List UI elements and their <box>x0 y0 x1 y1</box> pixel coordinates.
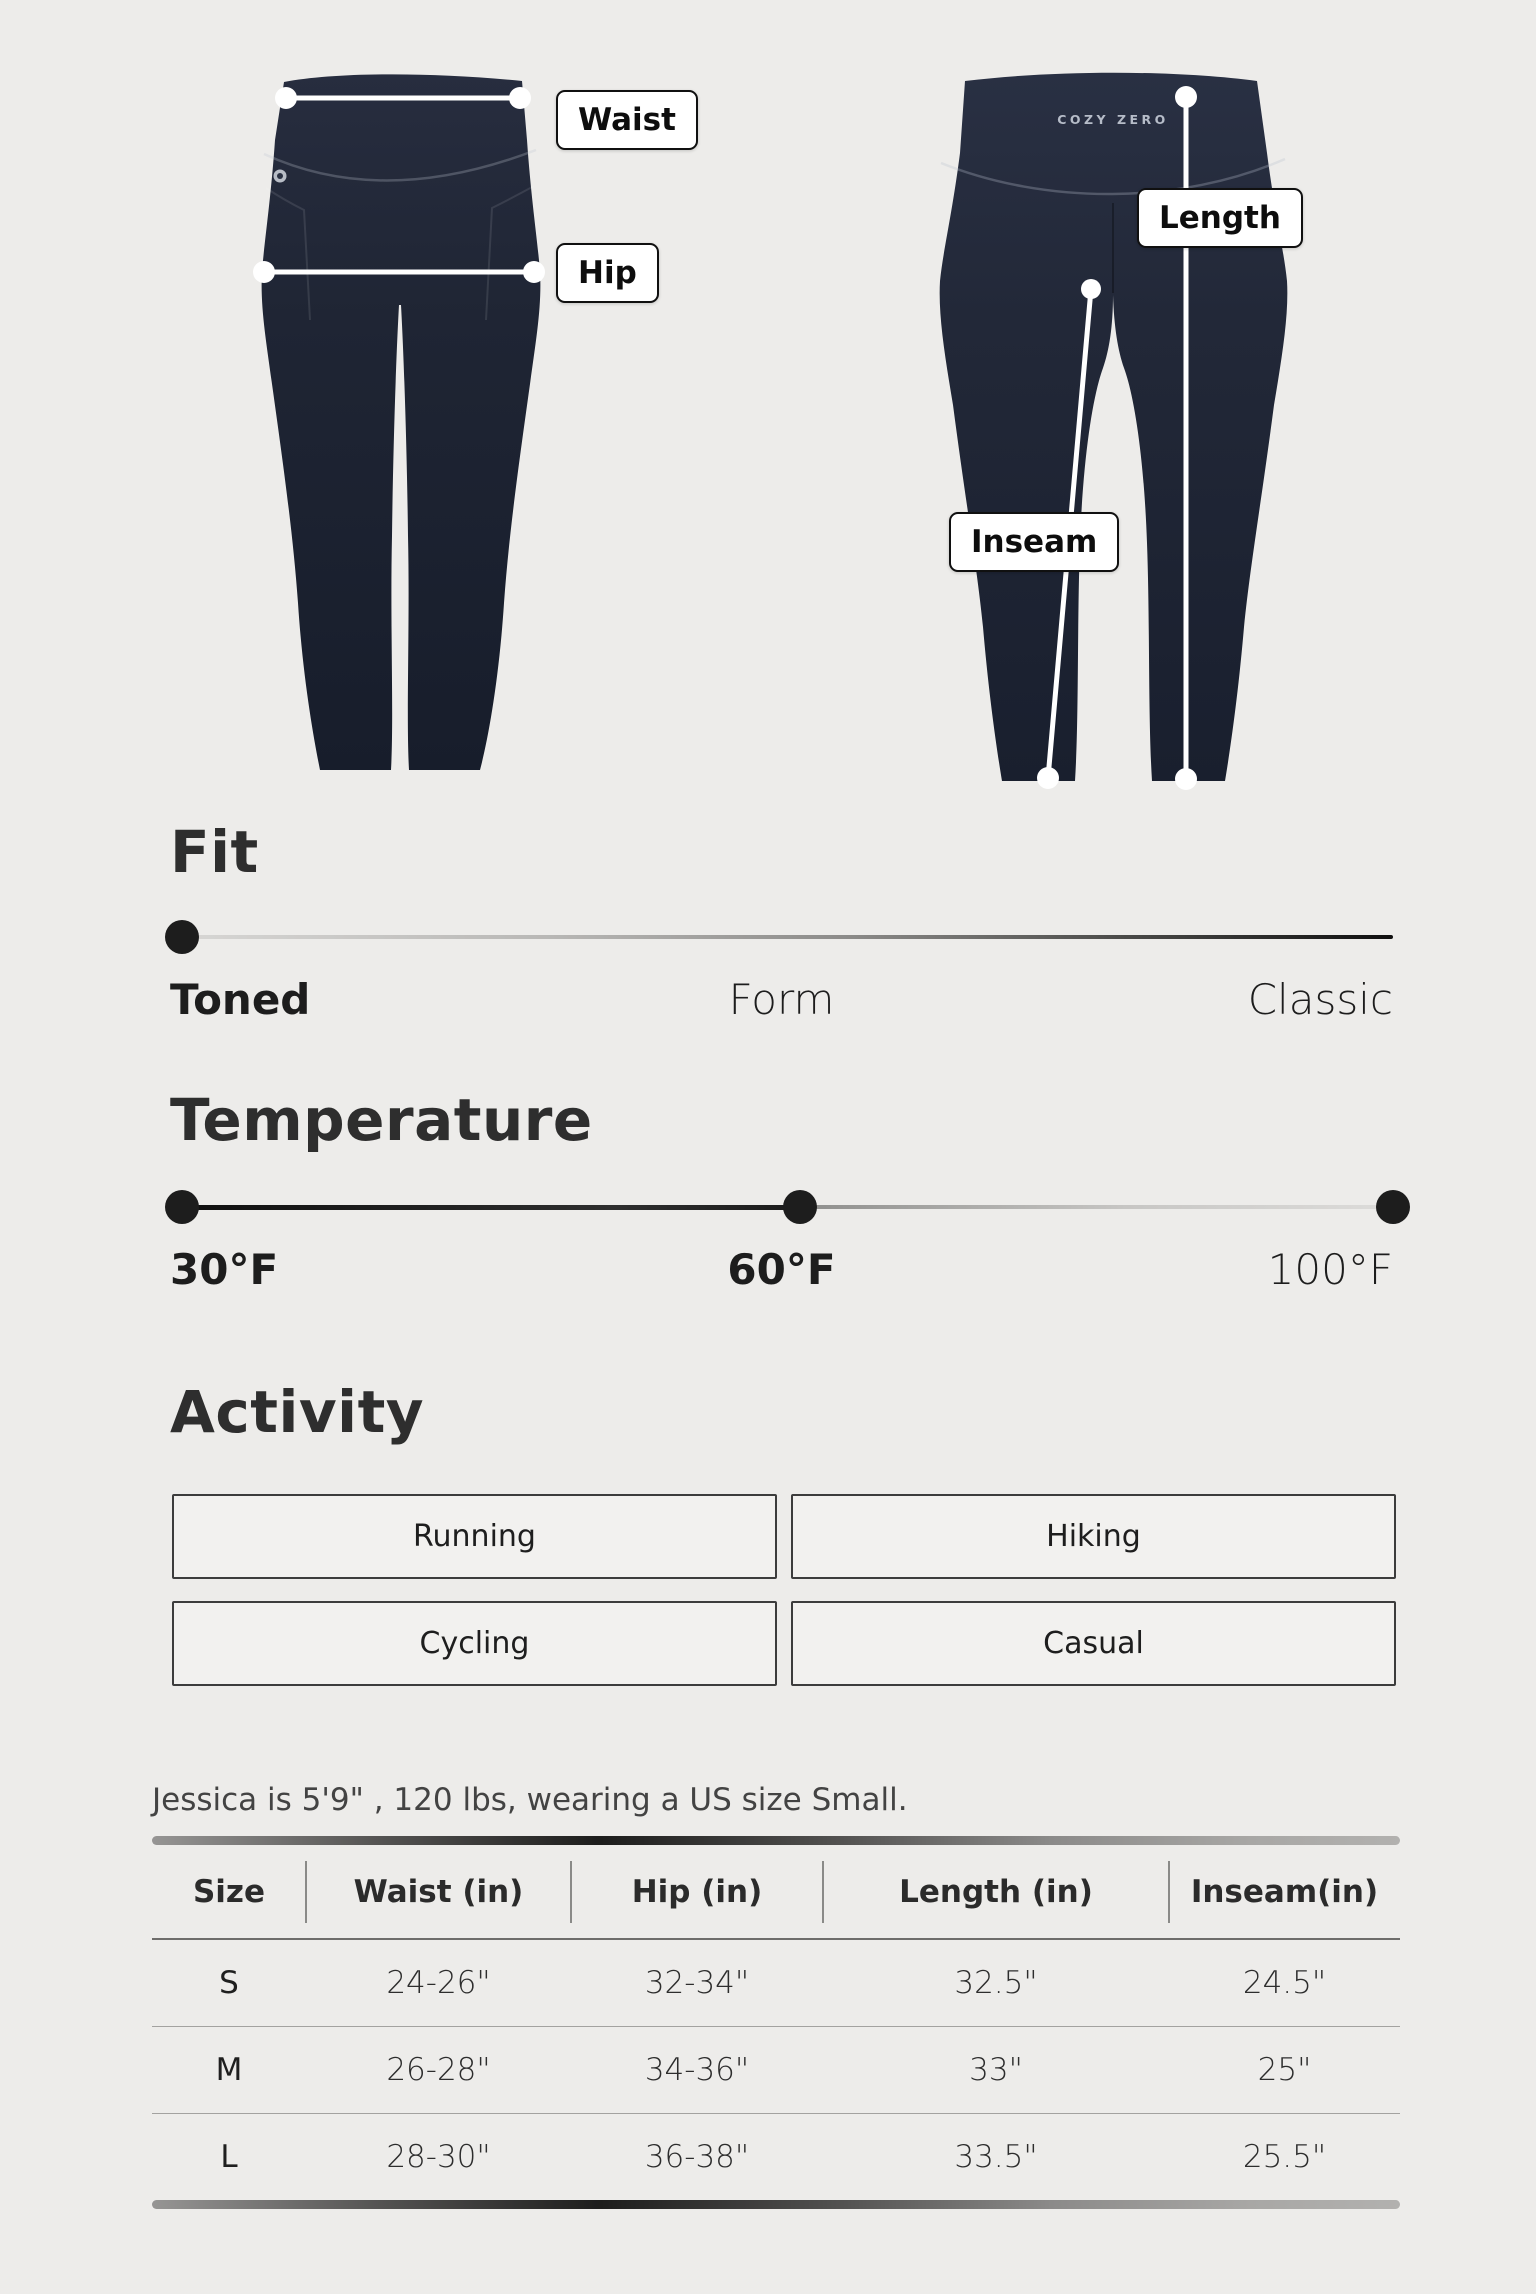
hip-dot-left <box>253 261 275 283</box>
cell-l-hip: 36-38" <box>644 2139 750 2175</box>
temperature-track-selected <box>182 1205 800 1210</box>
cell-l-waist: 28-30" <box>386 2139 491 2175</box>
size-table-header-row <box>152 1845 1400 1940</box>
cell-m-waist: 26-28" <box>386 2052 491 2088</box>
col-header-hip: Hip (in) <box>631 1873 763 1910</box>
temperature-section-title: Temperature <box>170 1086 593 1154</box>
temperature-ticks <box>170 1245 1393 1294</box>
temperature-track-rest <box>800 1205 1393 1209</box>
temperature-handle-30f[interactable] <box>165 1190 199 1224</box>
activity-section-title: Activity <box>170 1378 425 1446</box>
table-row-small <box>152 1940 1400 2027</box>
cell-m-inseam: 25" <box>1257 2052 1312 2088</box>
header-divider <box>570 1861 572 1923</box>
col-header-inseam: Inseam(in) <box>1190 1873 1379 1910</box>
measurement-diagram <box>0 0 1536 810</box>
size-chart-table <box>152 1845 1400 2200</box>
fit-section-title: Fit <box>170 818 259 886</box>
header-divider <box>305 1861 307 1923</box>
temperature-tick-30f: 30°F <box>170 1245 279 1294</box>
hip-label: Hip <box>556 243 659 303</box>
col-header-size: Size <box>192 1873 266 1910</box>
activity-button-cycling[interactable]: Cycling <box>172 1601 777 1686</box>
model-fit-note: Jessica is 5'9" , 120 lbs, wearing a US size Small. <box>152 1782 908 1818</box>
temperature-handle-100f[interactable] <box>1376 1190 1410 1224</box>
waist-dot-right <box>509 87 531 109</box>
cell-s-size: S <box>219 1965 239 2001</box>
fit-slider-handle[interactable] <box>165 920 199 954</box>
temperature-tick-60f: 60°F <box>727 1245 836 1294</box>
cell-m-length: 33" <box>969 2052 1023 2088</box>
length-dot-bottom <box>1175 768 1197 790</box>
table-top-divider <box>152 1836 1400 1845</box>
col-header-length: Length (in) <box>899 1873 1093 1910</box>
cell-s-inseam: 24.5" <box>1242 1965 1327 2001</box>
header-divider <box>822 1861 824 1923</box>
waist-label: Waist <box>556 90 698 150</box>
activity-button-casual[interactable]: Casual <box>791 1601 1396 1686</box>
length-label: Length <box>1137 188 1303 248</box>
temperature-slider <box>182 1190 1393 1224</box>
hip-dot-right <box>523 261 545 283</box>
cell-m-hip: 34-36" <box>644 2052 750 2088</box>
fit-option-toned: Toned <box>170 975 311 1024</box>
temperature-tick-100f: 100°F <box>1267 1245 1393 1294</box>
cell-l-length: 33.5" <box>954 2139 1038 2175</box>
cell-m-size: M <box>215 2052 243 2088</box>
inseam-dot-bottom <box>1037 767 1059 789</box>
fit-option-classic: Classic <box>1247 975 1393 1024</box>
waist-dot-left <box>275 87 297 109</box>
activity-button-hiking[interactable]: Hiking <box>791 1494 1396 1579</box>
table-row-medium <box>152 2027 1400 2114</box>
fit-slider <box>182 920 1393 954</box>
inseam-label: Inseam <box>949 512 1119 572</box>
cell-s-length: 32.5" <box>954 1965 1038 2001</box>
temperature-handle-60f[interactable] <box>783 1190 817 1224</box>
brand-logo-text: COZY ZERO <box>1057 112 1169 127</box>
activity-options <box>172 1494 1396 1686</box>
header-divider <box>1168 1861 1170 1923</box>
cell-s-waist: 24-26" <box>386 1965 491 2001</box>
length-dot-top <box>1175 86 1197 108</box>
cell-l-size: L <box>220 2139 238 2175</box>
fit-option-form: Form <box>728 975 835 1024</box>
fit-slider-track <box>182 935 1393 939</box>
col-header-waist: Waist (in) <box>353 1873 524 1910</box>
cell-l-inseam: 25.5" <box>1242 2139 1327 2175</box>
activity-button-running[interactable]: Running <box>172 1494 777 1579</box>
measurement-lines <box>0 0 1536 810</box>
cell-s-hip: 32-34" <box>644 1965 750 2001</box>
table-row-large <box>152 2114 1400 2200</box>
inseam-dot-top <box>1081 279 1101 299</box>
table-bottom-divider <box>152 2200 1400 2209</box>
fit-options <box>170 975 1393 1024</box>
